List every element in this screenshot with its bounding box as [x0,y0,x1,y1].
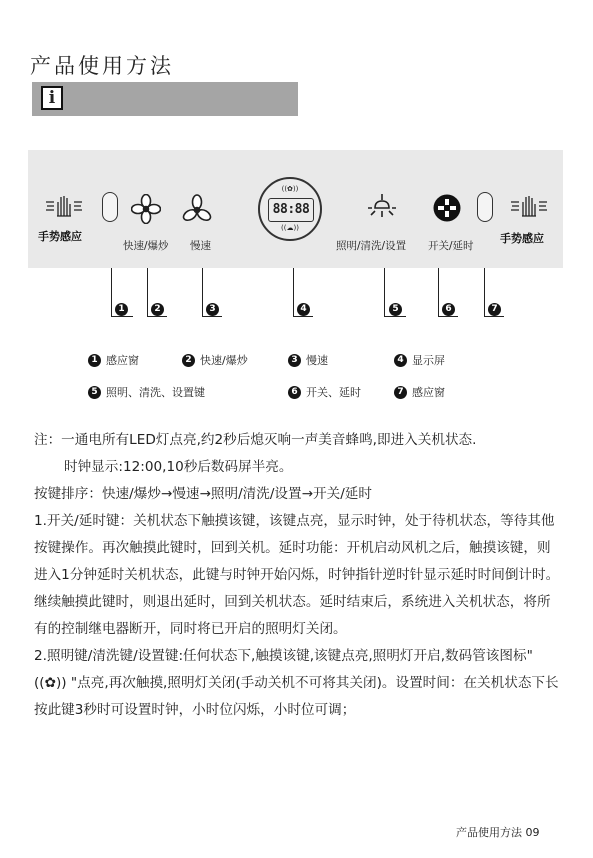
legend-num-4: 4 [394,354,407,367]
legend-text-7: 感应窗 [412,386,445,399]
gesture-label-left: 手势感应 [38,230,82,243]
callout-3: 3 [206,303,219,316]
callout-line-3-h [202,316,222,317]
power-icon[interactable] [432,193,462,223]
callout-line-5 [384,268,385,316]
callout-7: 7 [488,303,501,316]
legend-num-3: 3 [288,354,301,367]
fan-fast-icon[interactable] [131,194,161,224]
legend-item-4 [394,352,445,368]
legend-item-5 [88,384,205,400]
legend-num-2: 2 [182,354,195,367]
callout-line-4 [293,268,294,316]
legend-text-3: 慢速 [306,354,328,367]
callout-line-2-h [147,316,167,317]
callout-line-7-h [484,316,504,317]
legend-text-5: 照明、清洗、设置键 [106,386,205,399]
legend-num-5: 5 [88,386,101,399]
callout-4: 4 [297,303,310,316]
callout-line-1-h [111,316,133,317]
legend-item-1 [88,352,139,368]
callout-line-3 [202,268,203,316]
legend-item-7 [394,384,445,400]
info-icon: i [41,86,63,110]
callout-1: 1 [115,303,128,316]
page-title: 产品使用方法 [30,54,174,78]
gesture-hand-icon-left [44,194,84,218]
callout-5: 5 [389,303,402,316]
label-slow: 慢速 [190,240,211,252]
key-order: 按键排序：快速/爆炒→慢速→照明/清洗/设置→开关/延时 [34,486,372,502]
callout-line-4-h [293,316,313,317]
label-light: 照明/清洗/设置 [336,240,407,252]
page-footer: 产品使用方法 09 [456,826,540,839]
clean-indicator-icon: ((☁)) [281,224,299,232]
note-line-1: 注：一通电所有LED灯点亮,约2秒后熄灭响一声美音蜂鸣,即进入关机状态. [34,432,477,448]
info-banner [32,82,298,116]
callout-line-5-h [384,316,406,317]
control-panel-diagram [28,150,563,268]
callout-line-6 [438,268,439,316]
lamp-icon[interactable] [367,192,397,224]
paragraph-light-key: 2.照明键/清洗键/设置键:任何状态下,触摸该键,该键点亮,照明灯开启,数码管该图标" ((✿)) "点亮,再次触摸,照明灯关闭(手动关机不可将其关闭)。设置时间：在关机状态下长按此键3秒时可设置时钟，小时位闪烁，小时位可调； [34,648,559,718]
callout-6: 6 [442,303,455,316]
sensor-window-right [477,192,493,222]
light-indicator-icon: ((✿)) [281,185,299,193]
sensor-window-left [102,192,118,222]
note-line-2: 时钟显示:12:00,10秒后数码屏半亮。 [64,459,293,475]
label-power: 开关/延时 [428,240,474,252]
callout-line-6-h [438,316,458,317]
gesture-label-right: 手势感应 [500,232,544,245]
legend-item-6 [288,384,361,400]
callout-2: 2 [151,303,164,316]
legend-num-6: 6 [288,386,301,399]
callout-line-2 [147,268,148,316]
legend-text-2: 快速/爆炒 [200,354,248,367]
fan-slow-icon[interactable] [182,194,212,224]
callout-line-7 [484,268,485,316]
callout-line-1 [111,268,112,316]
legend-item-3 [288,352,328,368]
legend-text-1: 感应窗 [106,354,139,367]
legend-num-7: 7 [394,386,407,399]
legend-item-2 [182,352,248,368]
legend-text-6: 开关、延时 [306,386,361,399]
gesture-hand-icon-right [509,194,549,218]
legend-text-4: 显示屏 [412,354,445,367]
display-digits: 88:88 [268,198,314,222]
paragraph-power-key: 1.开关/延时键：关机状态下触摸该键，该键点亮，显示时钟，处于待机状态，等待其他按键操作。再次触摸此键时，回到关机。延时功能：开机启动风机之后，触摸该键，则进入1分钟延时关机状态，此键与时钟开始闪烁，时钟指针逆时针显示延时时间倒计时。继续触摸此键时，则退出延时，回到关机状态。延时结束后，系统进入关机状态，将所有的控制继电器断开，同时将已开启的照明灯关闭。 [34,513,560,637]
legend-num-1: 1 [88,354,101,367]
instructions-body [34,427,564,724]
label-fast: 快速/爆炒 [123,240,169,252]
display-screen [258,177,322,241]
